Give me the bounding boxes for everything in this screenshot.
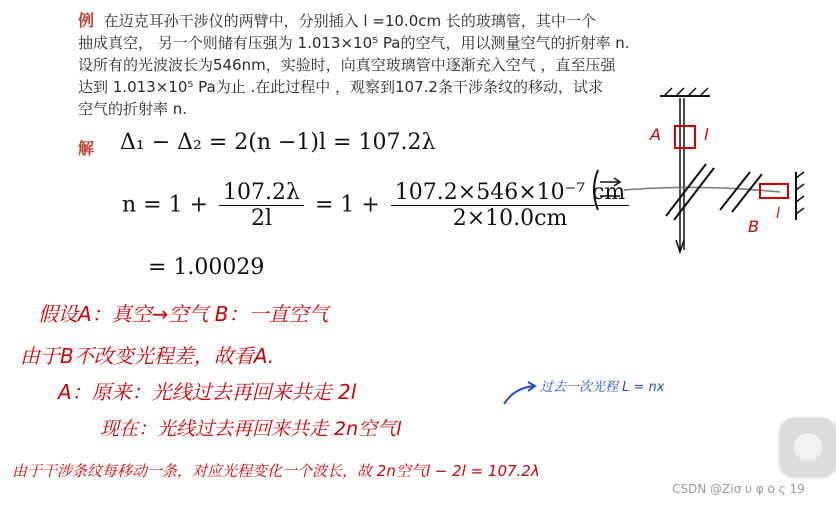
glass-tube-a <box>675 126 695 148</box>
fraction-2-numerator: 107.2×546×10⁻⁷ cm <box>391 180 629 206</box>
equation-2-lhs: n = 1 + <box>122 192 209 218</box>
blue-arrow-icon <box>500 380 540 410</box>
beam-splitter <box>666 164 706 216</box>
fraction-2-denominator: 2×10.0cm <box>452 206 568 231</box>
label-b: B <box>748 217 759 236</box>
equation-2 <box>122 180 633 231</box>
example-label: 例 <box>78 11 95 30</box>
floating-button-dot-icon <box>794 433 822 461</box>
problem-line-1: 在迈克耳孙干涉仪的两臂中，分别插入 l =10.0cm 长的玻璃管，其中一个 <box>103 12 596 30</box>
top-mirror <box>660 88 710 96</box>
label-a: A <box>650 125 661 144</box>
handwriting-conclusion: 由于干涉条纹每移动一条，对应光程变化一个波长，故 2n空气l − 2l = 107.2λ <box>12 462 540 480</box>
fraction-1 <box>219 180 304 231</box>
problem-line-2: 抽成真空， 另一个则储有压强为 1.013×10⁵ Pa的空气，用以测量空气的折射率 n. <box>78 34 630 52</box>
equation-2-mid: = 1 + <box>314 192 380 218</box>
fraction-1-denominator: 2l <box>250 206 272 231</box>
floating-assistive-button[interactable] <box>780 418 836 476</box>
compensator-plate <box>720 172 750 210</box>
horizontal-beam <box>624 187 780 192</box>
solution-label: 解 <box>78 139 95 158</box>
interferometer-diagram <box>580 80 820 270</box>
light-source-icon <box>594 170 620 210</box>
fraction-1-numerator: 107.2λ <box>219 180 304 206</box>
equation-3: = 1.00029 <box>148 255 265 280</box>
handwriting-after: 现在：光线过去再回来共走 2n空气l <box>100 418 402 440</box>
watermark: CSDN @Ziσ υ φ ο ς 19 <box>672 482 805 496</box>
label-l-right: l <box>776 206 780 222</box>
label-l-top: l <box>704 125 709 144</box>
equation-1: Δ₁ − Δ₂ = 2(n −1)l = 107.2λ <box>120 130 436 155</box>
problem-line-3: 设所有的光波波长为546nm，实验时，向真空玻璃管中逐渐充入空气 ，直至压强 <box>78 56 616 74</box>
handwriting-assumption: 假设A：真空→空气 B：一直空气 <box>38 302 329 326</box>
problem-statement <box>78 10 630 120</box>
handwriting-blue-note: 过去一次光程 L = nx <box>540 380 665 395</box>
handwriting-reason: 由于B不改变光程差，故看A. <box>20 344 275 368</box>
problem-line-5: 空气的折射率 n. <box>78 100 188 118</box>
handwriting-before: A：原来：光线过去再回来共走 2l <box>58 380 357 404</box>
problem-line-4: 达到 1.013×10⁵ Pa为止 .在此过程中 ，观察到107.2条干涉条纹的移动，试求 <box>78 78 603 96</box>
right-mirror <box>796 172 804 220</box>
